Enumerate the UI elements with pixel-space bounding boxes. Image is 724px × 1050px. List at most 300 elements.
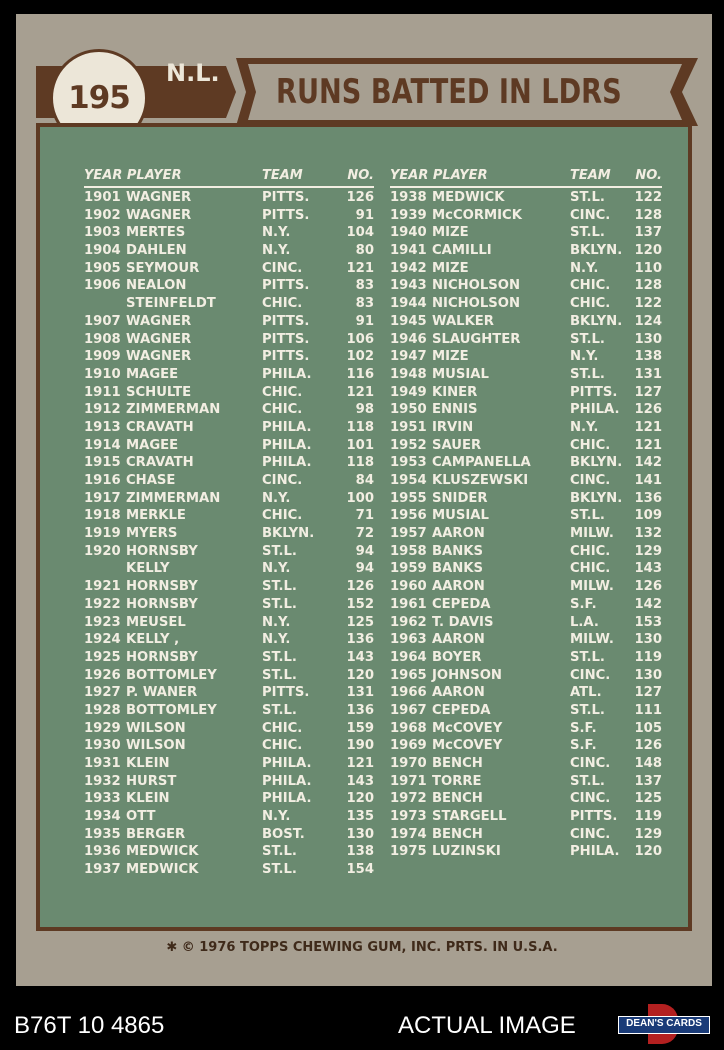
cell-team: N.Y. <box>570 349 599 365</box>
cell-team: BKLYN. <box>570 243 623 259</box>
cell-rbi: 136 <box>634 490 662 506</box>
cell-year: 1954 <box>390 473 427 488</box>
cell-team: BKLYN. <box>570 490 623 506</box>
cell-rbi: 83 <box>355 278 374 294</box>
cell-year: 1971 <box>390 773 427 789</box>
cell-year: 1936 <box>84 844 121 860</box>
cell-player: NEALON <box>126 278 187 294</box>
table-row <box>390 243 662 261</box>
cell-year: 1946 <box>390 331 427 347</box>
cell-team: ST.L. <box>262 649 297 665</box>
cell-player: ENNIS <box>432 402 478 418</box>
table-row <box>84 402 374 420</box>
cell-year: 1924 <box>84 632 121 648</box>
cell-player: CRAVATH <box>126 455 194 471</box>
logo-text: DEAN'S CARDS <box>626 1018 702 1029</box>
cell-year: 1913 <box>84 419 121 435</box>
cell-player: AARON <box>432 526 485 542</box>
cell-player: SCHULTE <box>126 384 192 400</box>
cell-player: HORNSBY <box>126 579 198 595</box>
cell-year: 1950 <box>390 402 427 418</box>
cell-player: SEYMOUR <box>126 260 200 276</box>
cell-team: ST.L. <box>262 667 297 683</box>
cell-rbi: 120 <box>346 791 374 807</box>
cell-team: ST.L. <box>262 844 297 860</box>
cell-rbi: 102 <box>346 349 374 365</box>
cell-player: P. WANER <box>126 685 198 701</box>
cell-year: 1905 <box>84 260 121 276</box>
cell-player: KELLY , <box>126 632 180 648</box>
cell-rbi: 129 <box>634 543 662 559</box>
cell-team: PHILA. <box>262 419 312 435</box>
cell-year: 1934 <box>84 809 121 825</box>
cell-year: 1938 <box>390 190 427 205</box>
cell-year: 1909 <box>84 349 121 365</box>
cell-team: CHIC. <box>570 543 611 559</box>
table-row <box>84 491 374 509</box>
cell-year: 1915 <box>84 455 121 471</box>
cell-team: PITTS. <box>262 278 310 294</box>
table-row <box>390 668 662 686</box>
cell-rbi: 142 <box>634 455 662 471</box>
cell-rbi: 126 <box>346 579 374 595</box>
cell-rbi: 121 <box>346 260 374 276</box>
cell-rbi: 130 <box>634 667 662 683</box>
cell-rbi: 120 <box>634 844 662 860</box>
cell-team: CHIC. <box>570 437 611 453</box>
cell-rbi: 119 <box>634 809 662 825</box>
cell-year: 1918 <box>84 508 121 524</box>
cell-year: 1935 <box>84 826 121 842</box>
table-row <box>84 738 374 756</box>
cell-rbi: 126 <box>634 402 662 418</box>
cell-year: 1902 <box>84 207 121 223</box>
cell-year: 1933 <box>84 791 121 807</box>
cell-rbi: 122 <box>634 190 662 205</box>
cell-team: ST.L. <box>570 702 605 718</box>
cell-year: 1906 <box>84 278 121 294</box>
cell-rbi: 142 <box>634 596 662 612</box>
cell-year: 1940 <box>390 225 427 241</box>
cell-rbi: 118 <box>346 419 374 435</box>
cell-year: 1953 <box>390 455 427 471</box>
cell-year: 1908 <box>84 331 121 347</box>
table-row <box>84 261 374 279</box>
table-row <box>390 420 662 438</box>
cell-year: 1975 <box>390 844 427 860</box>
cell-player: KLEIN <box>126 791 170 807</box>
cell-team: CINC. <box>570 826 611 842</box>
cell-year: 1960 <box>390 579 427 595</box>
cell-year: 1973 <box>390 809 427 825</box>
cell-player: MAGEE <box>126 366 179 382</box>
cell-rbi: 129 <box>634 826 662 842</box>
table-row <box>390 508 662 526</box>
cell-team: MILW. <box>570 632 614 648</box>
cell-team: CINC. <box>262 260 303 276</box>
table-row <box>390 756 662 774</box>
table-row <box>84 632 374 650</box>
cell-team: PITTS. <box>262 349 310 365</box>
table-row <box>84 668 374 686</box>
cell-rbi: 154 <box>346 862 374 878</box>
cell-rbi: 152 <box>346 596 374 612</box>
cell-rbi: 122 <box>634 296 662 312</box>
cell-team: CINC. <box>570 207 611 223</box>
cell-year: 1917 <box>84 490 121 506</box>
cell-team: PHILA. <box>262 756 312 771</box>
card-title: RUNS BATTED IN LDRS <box>276 72 622 112</box>
cell-year: 1970 <box>390 756 427 771</box>
cell-year: 1923 <box>84 614 121 630</box>
cell-player: WALKER <box>432 313 494 329</box>
cell-rbi: 190 <box>346 738 374 754</box>
cell-player: CAMILLI <box>432 243 492 259</box>
cell-team: CINC. <box>570 791 611 807</box>
table-row <box>390 827 662 845</box>
header-team: TEAM <box>262 168 303 183</box>
table-row <box>84 685 374 703</box>
cell-rbi: 116 <box>346 366 374 382</box>
cell-player: WAGNER <box>126 331 192 347</box>
cell-player: JOHNSON <box>432 667 502 683</box>
table-row <box>390 650 662 668</box>
cell-rbi: 106 <box>346 331 374 347</box>
cell-rbi: 121 <box>346 756 374 771</box>
cell-rbi: 132 <box>634 526 662 542</box>
cell-player: STARGELL <box>432 809 507 825</box>
table-row <box>390 473 662 491</box>
table-row <box>84 508 374 526</box>
cell-team: N.Y. <box>570 260 599 276</box>
cell-team: PITTS. <box>262 331 310 347</box>
cell-team: PITTS. <box>262 685 310 701</box>
cell-team: CINC. <box>570 667 611 683</box>
cell-rbi: 153 <box>634 614 662 630</box>
table-row <box>84 615 374 633</box>
table-row <box>84 473 374 491</box>
cell-player: WAGNER <box>126 190 192 205</box>
deans-cards-logo <box>618 1004 710 1044</box>
cell-rbi: 143 <box>634 561 662 577</box>
cell-rbi: 138 <box>346 844 374 860</box>
cell-player: MEUSEL <box>126 614 186 630</box>
cell-player: MERKLE <box>126 508 186 524</box>
cell-player: WAGNER <box>126 313 192 329</box>
cell-player: DAHLEN <box>126 243 187 259</box>
column-header <box>390 168 662 188</box>
cell-rbi: 121 <box>346 384 374 400</box>
cell-team: MILW. <box>570 526 614 542</box>
cell-rbi: 130 <box>634 331 662 347</box>
cell-player: OTT <box>126 809 156 825</box>
cell-rbi: 121 <box>634 437 662 453</box>
table-row <box>84 438 374 456</box>
cell-rbi: 130 <box>346 826 374 842</box>
cell-rbi: 94 <box>355 543 374 559</box>
table-row <box>390 544 662 562</box>
cell-player: STEINFELDT <box>126 296 216 312</box>
cell-year: 1941 <box>390 243 427 259</box>
sku-label: B76T 10 4865 <box>14 1012 165 1039</box>
cell-year: 1968 <box>390 720 427 736</box>
table-row <box>84 225 374 243</box>
cell-rbi: 98 <box>355 402 374 418</box>
cell-player: MIZE <box>432 225 469 241</box>
cell-rbi: 111 <box>634 702 662 718</box>
table-row <box>390 597 662 615</box>
table-row <box>84 597 374 615</box>
table-row <box>390 561 662 579</box>
cell-player: HORNSBY <box>126 649 198 665</box>
table-row <box>84 791 374 809</box>
table-row <box>390 349 662 367</box>
cell-player: BOTTOMLEY <box>126 667 217 683</box>
header-no: NO. <box>635 168 662 183</box>
cell-year: 1937 <box>84 862 121 878</box>
table-row <box>390 455 662 473</box>
cell-year: 1967 <box>390 702 427 718</box>
cell-rbi: 125 <box>634 791 662 807</box>
cell-player: WILSON <box>126 738 186 754</box>
cell-year: 1943 <box>390 278 427 294</box>
cell-player: BANKS <box>432 543 484 559</box>
cell-player: MYERS <box>126 526 178 542</box>
cell-rbi: 91 <box>355 313 374 329</box>
cell-team: PITTS. <box>570 384 618 400</box>
cell-year: 1925 <box>84 649 121 665</box>
table-row <box>390 721 662 739</box>
table-row <box>390 190 662 208</box>
cell-team: L.A. <box>570 614 599 630</box>
cell-team: N.Y. <box>570 419 599 435</box>
cell-player: TORRE <box>432 773 482 789</box>
table-row <box>84 243 374 261</box>
cell-rbi: 100 <box>346 490 374 506</box>
cell-team: ST.L. <box>570 508 605 524</box>
cell-year: 1910 <box>84 366 121 382</box>
cell-rbi: 138 <box>634 349 662 365</box>
cell-rbi: 120 <box>634 243 662 259</box>
table-row <box>84 278 374 296</box>
cell-year: 1952 <box>390 437 427 453</box>
cell-player: BENCH <box>432 826 483 842</box>
table-row <box>390 526 662 544</box>
cell-year: 1928 <box>84 702 121 718</box>
cell-year: 1962 <box>390 614 427 630</box>
table-row <box>84 314 374 332</box>
table-row <box>84 526 374 544</box>
cell-team: BKLYN. <box>262 526 315 542</box>
cell-rbi: 118 <box>346 455 374 471</box>
cell-player: BENCH <box>432 756 483 771</box>
cell-year: 1916 <box>84 473 121 488</box>
cell-team: CINC. <box>570 473 611 488</box>
cell-year: 1959 <box>390 561 427 577</box>
cell-player: BOTTOMLEY <box>126 702 217 718</box>
cell-year: 1901 <box>84 190 121 205</box>
cell-rbi: 126 <box>634 579 662 595</box>
cell-player: MEDWICK <box>126 862 199 878</box>
cell-team: BKLYN. <box>570 313 623 329</box>
cell-player: McCORMICK <box>432 207 522 223</box>
actual-image-label: ACTUAL IMAGE <box>398 1012 576 1039</box>
cell-year: 1926 <box>84 667 121 683</box>
table-row <box>84 756 374 774</box>
cell-year: 1949 <box>390 384 427 400</box>
cell-year: 1944 <box>390 296 427 312</box>
table-row <box>84 703 374 721</box>
cell-player: ZIMMERMAN <box>126 490 221 506</box>
cell-team: CHIC. <box>570 296 611 312</box>
table-row <box>84 579 374 597</box>
cell-year: 1911 <box>84 384 121 400</box>
cell-team: CHIC. <box>262 296 303 312</box>
cell-team: CHIC. <box>262 402 303 418</box>
table-row <box>84 561 374 579</box>
cell-team: BOST. <box>262 826 305 842</box>
table-row <box>390 314 662 332</box>
cell-team: ST.L. <box>570 366 605 382</box>
cell-team: ST.L. <box>570 190 605 205</box>
cell-year: 1964 <box>390 649 427 665</box>
cell-player: KLEIN <box>126 756 170 771</box>
table-row <box>84 190 374 208</box>
table-row <box>390 225 662 243</box>
cell-team: CHIC. <box>570 561 611 577</box>
cell-team: PHILA. <box>262 437 312 453</box>
cell-team: N.Y. <box>262 561 291 577</box>
table-row <box>390 703 662 721</box>
cell-team: ATL. <box>570 685 602 701</box>
cell-player: BANKS <box>432 561 484 577</box>
cell-player: AARON <box>432 685 485 701</box>
table-row <box>84 809 374 827</box>
cell-team: PHILA. <box>262 455 312 471</box>
cell-player: ZIMMERMAN <box>126 402 221 418</box>
cell-year: 1955 <box>390 490 427 506</box>
cell-team: CINC. <box>262 473 303 488</box>
cell-player: LUZINSKI <box>432 844 501 860</box>
header-team: TEAM <box>570 168 611 183</box>
cell-year: 1947 <box>390 349 427 365</box>
table-row <box>390 385 662 403</box>
table-row <box>84 385 374 403</box>
cell-rbi: 104 <box>346 225 374 241</box>
cell-player: CAMPANELLA <box>432 455 531 471</box>
cell-team: N.Y. <box>262 225 291 241</box>
cell-team: MILW. <box>570 579 614 595</box>
table-row <box>390 774 662 792</box>
cell-team: ST.L. <box>262 596 297 612</box>
cell-team: S.F. <box>570 720 597 736</box>
cell-year: 1956 <box>390 508 427 524</box>
table-row <box>84 455 374 473</box>
cell-rbi: 105 <box>634 720 662 736</box>
cell-year: 1907 <box>84 313 121 329</box>
cell-rbi: 71 <box>355 508 374 524</box>
table-row <box>84 332 374 350</box>
league-label: N.L. <box>166 59 220 87</box>
left-column <box>84 168 374 880</box>
cell-year: 1945 <box>390 313 427 329</box>
cell-team: S.F. <box>570 738 597 754</box>
cell-rbi: 126 <box>346 190 374 205</box>
table-row <box>84 721 374 739</box>
cell-year: 1951 <box>390 419 427 435</box>
cell-rbi: 130 <box>634 632 662 648</box>
cell-team: PITTS. <box>262 190 310 205</box>
table-row <box>390 367 662 385</box>
cell-year: 1927 <box>84 685 121 701</box>
table-row <box>390 296 662 314</box>
table-row <box>390 615 662 633</box>
cell-rbi: 120 <box>346 667 374 683</box>
cell-team: ST.L. <box>262 702 297 718</box>
table-row <box>390 278 662 296</box>
cell-year: 1972 <box>390 791 427 807</box>
cell-rbi: 91 <box>355 207 374 223</box>
cell-rbi: 159 <box>346 720 374 736</box>
cell-player: AARON <box>432 579 485 595</box>
cell-player: KLUSZEWSKI <box>432 473 529 488</box>
table-row <box>390 438 662 456</box>
cell-player: BOYER <box>432 649 482 665</box>
cell-team: PHILA. <box>570 844 620 860</box>
cell-team: CHIC. <box>570 278 611 294</box>
cell-team: ST.L. <box>570 331 605 347</box>
cell-player: SLAUGHTER <box>432 331 521 347</box>
cell-team: ST.L. <box>262 579 297 595</box>
table-row <box>84 862 374 880</box>
cell-player: MIZE <box>432 260 469 276</box>
cell-team: PHILA. <box>570 402 620 418</box>
cell-rbi: 126 <box>634 738 662 754</box>
table-row <box>84 650 374 668</box>
cell-rbi: 121 <box>634 419 662 435</box>
cell-year: 1931 <box>84 756 121 771</box>
cell-rbi: 136 <box>346 632 374 648</box>
cell-player: McCOVEY <box>432 720 503 736</box>
cell-player: CRAVATH <box>126 419 194 435</box>
cell-player: SNIDER <box>432 490 488 506</box>
cell-player: IRVIN <box>432 419 474 435</box>
cell-year: 1969 <box>390 738 427 754</box>
cell-player: HORNSBY <box>126 596 198 612</box>
cell-team: CHIC. <box>262 384 303 400</box>
cell-year: 1904 <box>84 243 121 259</box>
cell-team: ST.L. <box>570 649 605 665</box>
table-row <box>390 809 662 827</box>
cell-rbi: 119 <box>634 649 662 665</box>
cell-team: PHILA. <box>262 791 312 807</box>
cell-team: BKLYN. <box>570 455 623 471</box>
cell-player: WAGNER <box>126 349 192 365</box>
cell-year: 1912 <box>84 402 121 418</box>
cell-rbi: 125 <box>346 614 374 630</box>
cell-rbi: 84 <box>355 473 374 488</box>
cell-year: 1921 <box>84 579 121 595</box>
cell-rbi: 72 <box>355 526 374 542</box>
cell-player: AARON <box>432 632 485 648</box>
cell-rbi: 143 <box>346 773 374 789</box>
cell-team: N.Y. <box>262 809 291 825</box>
cell-team: CHIC. <box>262 508 303 524</box>
cell-rbi: 131 <box>346 685 374 701</box>
table-row <box>390 402 662 420</box>
cell-team: PITTS. <box>570 809 618 825</box>
table-row <box>390 208 662 226</box>
